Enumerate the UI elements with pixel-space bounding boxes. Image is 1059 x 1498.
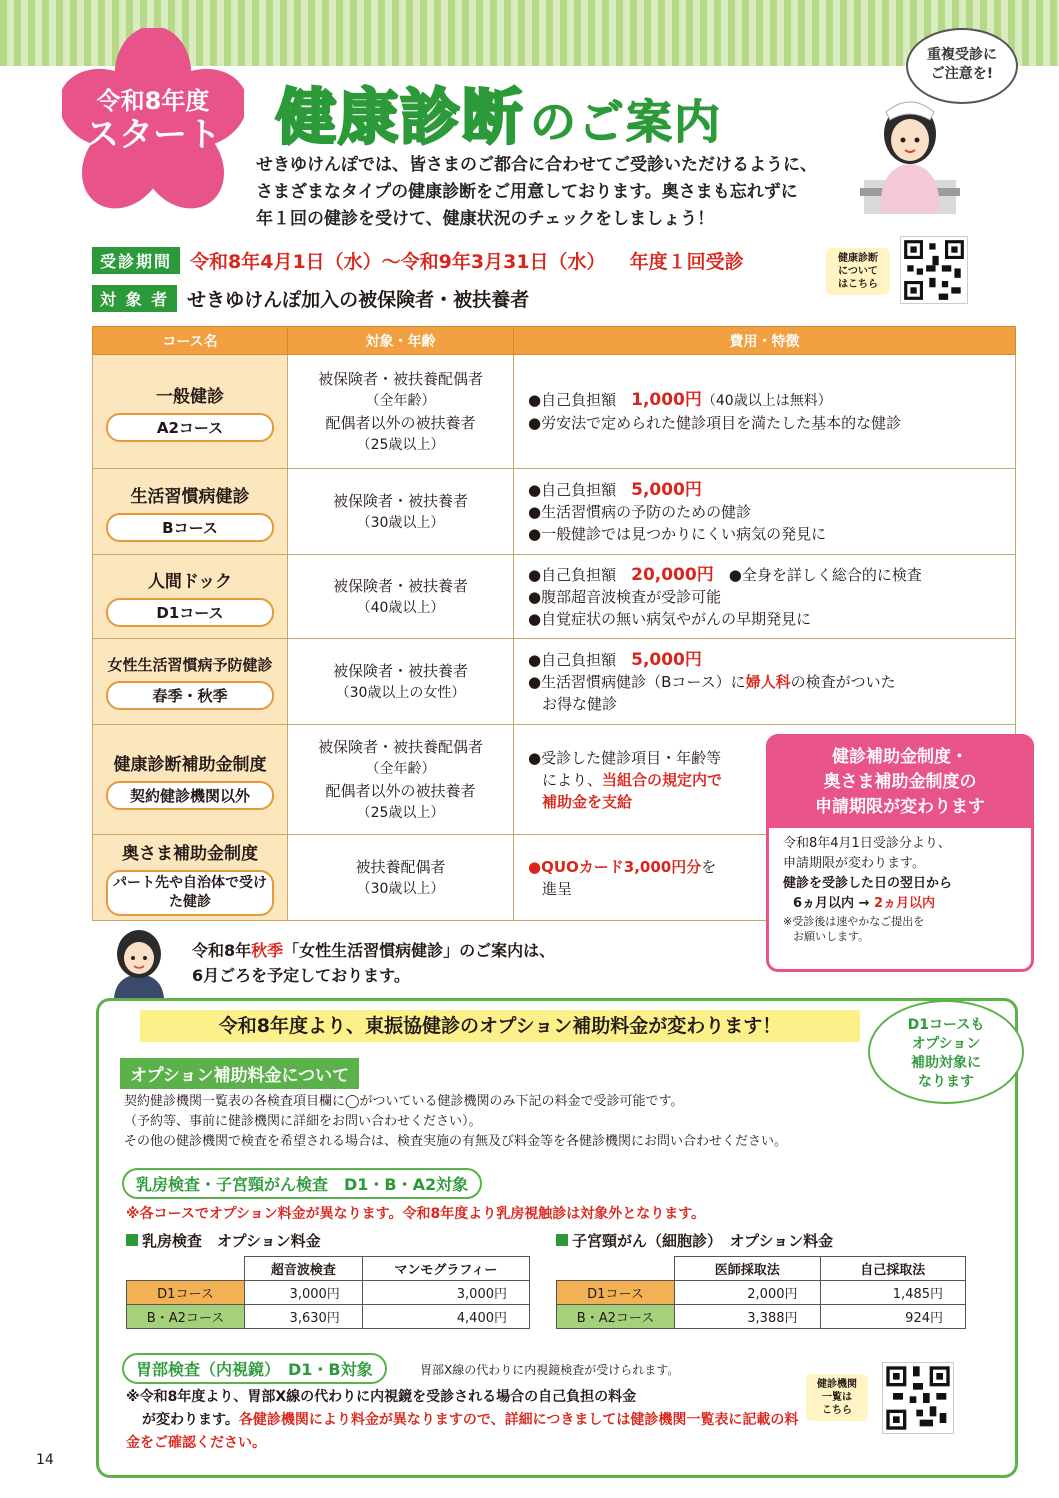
fee-cell: 4,400円: [362, 1305, 529, 1329]
feature-line: ●腹部超音波検査が受診可能: [528, 587, 722, 606]
target-line: （30歳以上）: [356, 880, 445, 897]
target-line: （30歳以上の女性）: [335, 684, 466, 701]
notice-note: お願いします。: [793, 930, 870, 943]
cost-prefix: ●自己負担額: [528, 391, 617, 409]
square-bullet-icon: [126, 1234, 138, 1246]
feature-text: ●生活習慣病健診（Bコース）に: [528, 672, 746, 691]
cervical-table-title: [556, 1230, 833, 1251]
breast-cervical-note: ※各コースでオプション料金が異なります。令和8年度より乳房視触診は対象外となります。: [126, 1206, 706, 1222]
feature-text: の検査がついた: [790, 672, 896, 691]
feature-highlight: ●QUOカード3,000円分: [528, 857, 702, 876]
target-cell: [288, 639, 514, 725]
course-pill: 契約健診機関以外: [106, 781, 274, 810]
fee-cell: 3,630円: [245, 1305, 363, 1329]
period-label: 受診期間: [92, 247, 180, 274]
table-row: [127, 1281, 530, 1305]
table-row: [93, 639, 1016, 725]
d1-option-cloud: [868, 1000, 1024, 1104]
gastro-note: 胃部X線の代わりに内視鏡検査が受けられます。: [420, 1363, 680, 1377]
course-cell: [93, 355, 288, 469]
cost-cell: [514, 555, 1016, 639]
course-cell: [93, 639, 288, 725]
cost-suffix: ●全身を詳しく総合的に検査: [728, 565, 922, 584]
course-pill: A2コース: [106, 413, 274, 442]
table-row: [127, 1305, 530, 1329]
table-row: [93, 355, 1016, 469]
badge-year: 令和8年度: [96, 87, 210, 115]
target-cell: [288, 725, 514, 835]
feature-line: ●一般健診では見つかりにくい病気の発見に: [528, 524, 827, 543]
feature-text: により、: [542, 770, 603, 789]
cloud-line: オプション: [911, 1036, 981, 1052]
course-pill: パート先や自治体で受けた健診: [106, 870, 274, 916]
feature-highlight: 婦人科: [745, 672, 791, 691]
breast-title-text: 乳房検査 オプション料金: [142, 1232, 321, 1250]
notice-new-deadline: 2ヵ月以内: [874, 896, 936, 911]
target-line: 被保険者・被扶養者: [332, 661, 468, 680]
qr-caption-line: について: [838, 266, 878, 277]
qr-caption: [826, 248, 890, 295]
target-cell: [288, 555, 514, 639]
fee-cell: 2,000円: [675, 1281, 821, 1305]
table-header-row: [557, 1257, 966, 1281]
course-name: 生活習慣病健診: [130, 486, 250, 507]
feature-highlight: 補助金を支給: [542, 792, 633, 811]
badge-start: スタート: [85, 114, 221, 155]
target-line: （25歳以上）: [356, 804, 445, 821]
notice-heading-line: 申請期限が変わります: [815, 797, 985, 817]
qr-caption-line: はこちら: [838, 279, 878, 290]
cost-amount: 5,000円: [631, 479, 702, 500]
qr-caption-line: 一覧は: [822, 1392, 852, 1403]
description-line: 契約健診機関一覧表の各検査項目欄に◯がついている健診機関のみ下記の料金で受診可能です。: [124, 1094, 684, 1109]
intro-line: 年１回の健診を受けて、健康状況のチェックをしましょう！: [256, 209, 715, 229]
option-description: [124, 1092, 984, 1152]
cloud-line: なります: [918, 1074, 974, 1090]
cloud-line: D1コースも: [907, 1017, 985, 1033]
qr-caption-line: こちら: [822, 1405, 852, 1416]
notice-old-deadline: 6ヵ月以内 →: [793, 896, 874, 911]
notice-line: 申請期限が変わります。: [783, 856, 925, 871]
cost-amount: 5,000円: [631, 649, 702, 670]
target-line: 被保険者・被扶養配偶者: [317, 737, 483, 756]
cost-cell: [514, 639, 1016, 725]
page-number: 14: [36, 1452, 54, 1468]
notice-text: が変わります。: [142, 1412, 239, 1428]
intro-line: さまざまなタイプの健康診断をご用意しております。奥さまも忘れずに: [256, 182, 798, 202]
autumn-text: 「女性生活習慣病健診」のご案内は、: [283, 941, 556, 960]
title-main: 健康診断: [276, 83, 524, 153]
page-title: [276, 70, 722, 156]
notice-text: ※令和8年度より、胃部X線の代わりに内視鏡を受診される場合の自己負担の料金: [126, 1389, 637, 1405]
feature-line: ●自覚症状の無い病気やがんの早期発見に: [528, 609, 812, 628]
feature-text: を: [701, 857, 717, 876]
feature-line: ●労安法で定められた健診項目を満たした基本的な健診: [528, 414, 902, 432]
course-name: 女性生活習慣病予防健診: [107, 655, 273, 674]
notice-heading-line: 健診補助金制度・: [832, 747, 968, 767]
title-sub: のご案内: [530, 95, 722, 149]
qr-caption-line: 健診機関: [817, 1379, 857, 1390]
target-row: [92, 284, 529, 312]
row-label: B・A2コース: [557, 1305, 675, 1329]
col-header: 対象・年齢: [288, 327, 514, 355]
col-header: マンモグラフィー: [362, 1257, 529, 1281]
breast-cervical-heading: 乳房検査・子宮頸がん検査 D1・B・A2対象: [122, 1168, 482, 1199]
description-line: その他の健診機関で検査を希望される場合は、検査実施の有無及び料金等を各健診機関にお問い合わせください。: [124, 1134, 788, 1149]
target-line: （25歳以上）: [356, 436, 445, 453]
gastro-fee-notice: [126, 1386, 806, 1455]
col-header: 医師採取法: [675, 1257, 821, 1281]
autumn-text: 6月ごろを予定しております。: [192, 966, 410, 985]
cervical-fee-table: [556, 1256, 966, 1329]
target-line: （全年齢）: [365, 760, 436, 777]
period-row: [92, 246, 744, 274]
course-cell: [93, 835, 288, 921]
fee-cell: 3,000円: [245, 1281, 363, 1305]
table-row: [557, 1305, 966, 1329]
target-label: 対 象 者: [92, 285, 177, 312]
course-pill: Bコース: [106, 513, 274, 542]
empty-cell: [127, 1257, 245, 1281]
notice-heading: [769, 737, 1031, 828]
period-extra: 年度１回受診: [629, 250, 744, 273]
fee-cell: 3,388円: [675, 1305, 821, 1329]
autumn-text: 令和8年: [192, 941, 252, 960]
qr-caption: [806, 1374, 868, 1421]
cost-cell: [514, 469, 1016, 555]
qr-code-icon[interactable]: [882, 1362, 954, 1434]
col-header: コース名: [93, 327, 288, 355]
course-name: 健康診断補助金制度: [113, 754, 267, 775]
qr-code-icon[interactable]: [900, 236, 968, 304]
notice-note: ※受診後は速やかなご提出を: [783, 915, 925, 928]
cost-prefix: ●自己負担額: [528, 565, 617, 584]
course-name: 人間ドック: [147, 571, 233, 592]
col-header: 費用・特徴: [514, 327, 1016, 355]
target-line: 被保険者・被扶養者: [332, 491, 468, 510]
course-pill: D1コース: [106, 598, 274, 627]
table-row: [93, 469, 1016, 555]
row-label: B・A2コース: [127, 1305, 245, 1329]
course-cell: [93, 469, 288, 555]
fee-cell: 3,000円: [362, 1281, 529, 1305]
cervical-title-text: 子宮頸がん（細胞診） オプション料金: [572, 1232, 834, 1250]
square-bullet-icon: [556, 1234, 568, 1246]
fee-cell: 1,485円: [820, 1281, 966, 1305]
course-cell: [93, 725, 288, 835]
option-subhead: オプション補助料金について: [120, 1058, 359, 1089]
cost-amount: 20,000円: [631, 564, 714, 585]
autumn-guide-note: [192, 938, 555, 988]
notice-body: [769, 828, 1031, 950]
cost-cell: [514, 355, 1016, 469]
notice-line: 健診を受診した日の翌日から: [783, 876, 953, 891]
row-label: D1コース: [557, 1281, 675, 1305]
breast-table-title: [126, 1230, 321, 1251]
table-row: [93, 555, 1016, 639]
autumn-highlight: 秋季: [251, 941, 284, 960]
cost-prefix: ●自己負担額: [528, 480, 617, 499]
target-line: （全年齢）: [365, 392, 436, 409]
target-line: 配偶者以外の被扶養者: [325, 781, 476, 800]
notice-heading-line: 奥さま補助金制度の: [823, 772, 977, 792]
row-label: D1コース: [127, 1281, 245, 1305]
empty-cell: [557, 1257, 675, 1281]
feature-line: 進呈: [542, 879, 573, 898]
intro-text: [256, 152, 856, 233]
description-line: （予約等、事前に健診機関に詳細をお問い合わせください）。: [124, 1114, 482, 1129]
gastro-heading: 胃部検査（内視鏡） D1・B対象: [122, 1353, 387, 1384]
target-line: （40歳以上）: [356, 599, 445, 616]
feature-line: ●受診した健診項目・年齢等: [528, 748, 722, 767]
target-cell: [288, 835, 514, 921]
target-line: 被保険者・被扶養配偶者: [317, 369, 483, 388]
bubble-line1: 重複受診に: [927, 47, 997, 63]
feature-line: お得な健診: [542, 694, 618, 713]
target-line: 被扶養配偶者: [355, 857, 446, 876]
cost-amount: 1,000円: [631, 390, 702, 410]
fee-cell: 924円: [820, 1305, 966, 1329]
course-pill: 春季・秋季: [106, 681, 274, 710]
target-value: せきゆけんぽ加入の被保険者・被扶養者: [187, 288, 530, 311]
col-header: 超音波検査: [245, 1257, 363, 1281]
course-name: 一般健診: [156, 386, 224, 407]
target-cell: [288, 355, 514, 469]
start-badge: [78, 88, 228, 155]
cost-suffix: （40歳以上は無料）: [701, 393, 832, 409]
feature-highlight: 当組合の規定内で: [602, 770, 723, 789]
nurse-illustration-icon: [856, 92, 964, 214]
notice-line: 令和8年4月1日受診分より、: [783, 836, 951, 851]
qr-caption-line: 健康診断: [838, 253, 878, 264]
course-cell: [93, 555, 288, 639]
cloud-line: 補助対象に: [911, 1055, 981, 1071]
period-value: 令和8年4月1日（水）～令和9年3月31日（水）: [190, 250, 606, 273]
table-header-row: [93, 327, 1016, 355]
feature-line: ●生活習慣病の予防のための健診: [528, 502, 752, 521]
woman-illustration-icon: [108, 928, 170, 998]
target-line: 配偶者以外の被扶養者: [325, 413, 476, 432]
col-header: 自己採取法: [820, 1257, 966, 1281]
deadline-change-notice: [766, 734, 1034, 972]
option-headline: 令和8年度より、東振協健診のオプション補助料金が変わります！: [140, 1010, 860, 1042]
table-row: [557, 1281, 966, 1305]
notice-highlight: 各健診機関により料金が異なりますので、詳細につきましては健診機関一覧表に記載の料金をご確認ください。: [126, 1412, 799, 1451]
course-name: 奥さま補助金制度: [122, 844, 258, 864]
breast-fee-table: [126, 1256, 530, 1329]
intro-line: せきゆけんぽでは、皆さまのご都合に合わせてご受診いただけるように、: [256, 155, 817, 175]
target-cell: [288, 469, 514, 555]
table-header-row: [127, 1257, 530, 1281]
target-line: 被保険者・被扶養者: [332, 576, 468, 595]
cost-prefix: ●自己負担額: [528, 650, 617, 669]
bubble-line2: ご注意を!: [930, 65, 994, 82]
target-line: （30歳以上）: [356, 514, 445, 531]
